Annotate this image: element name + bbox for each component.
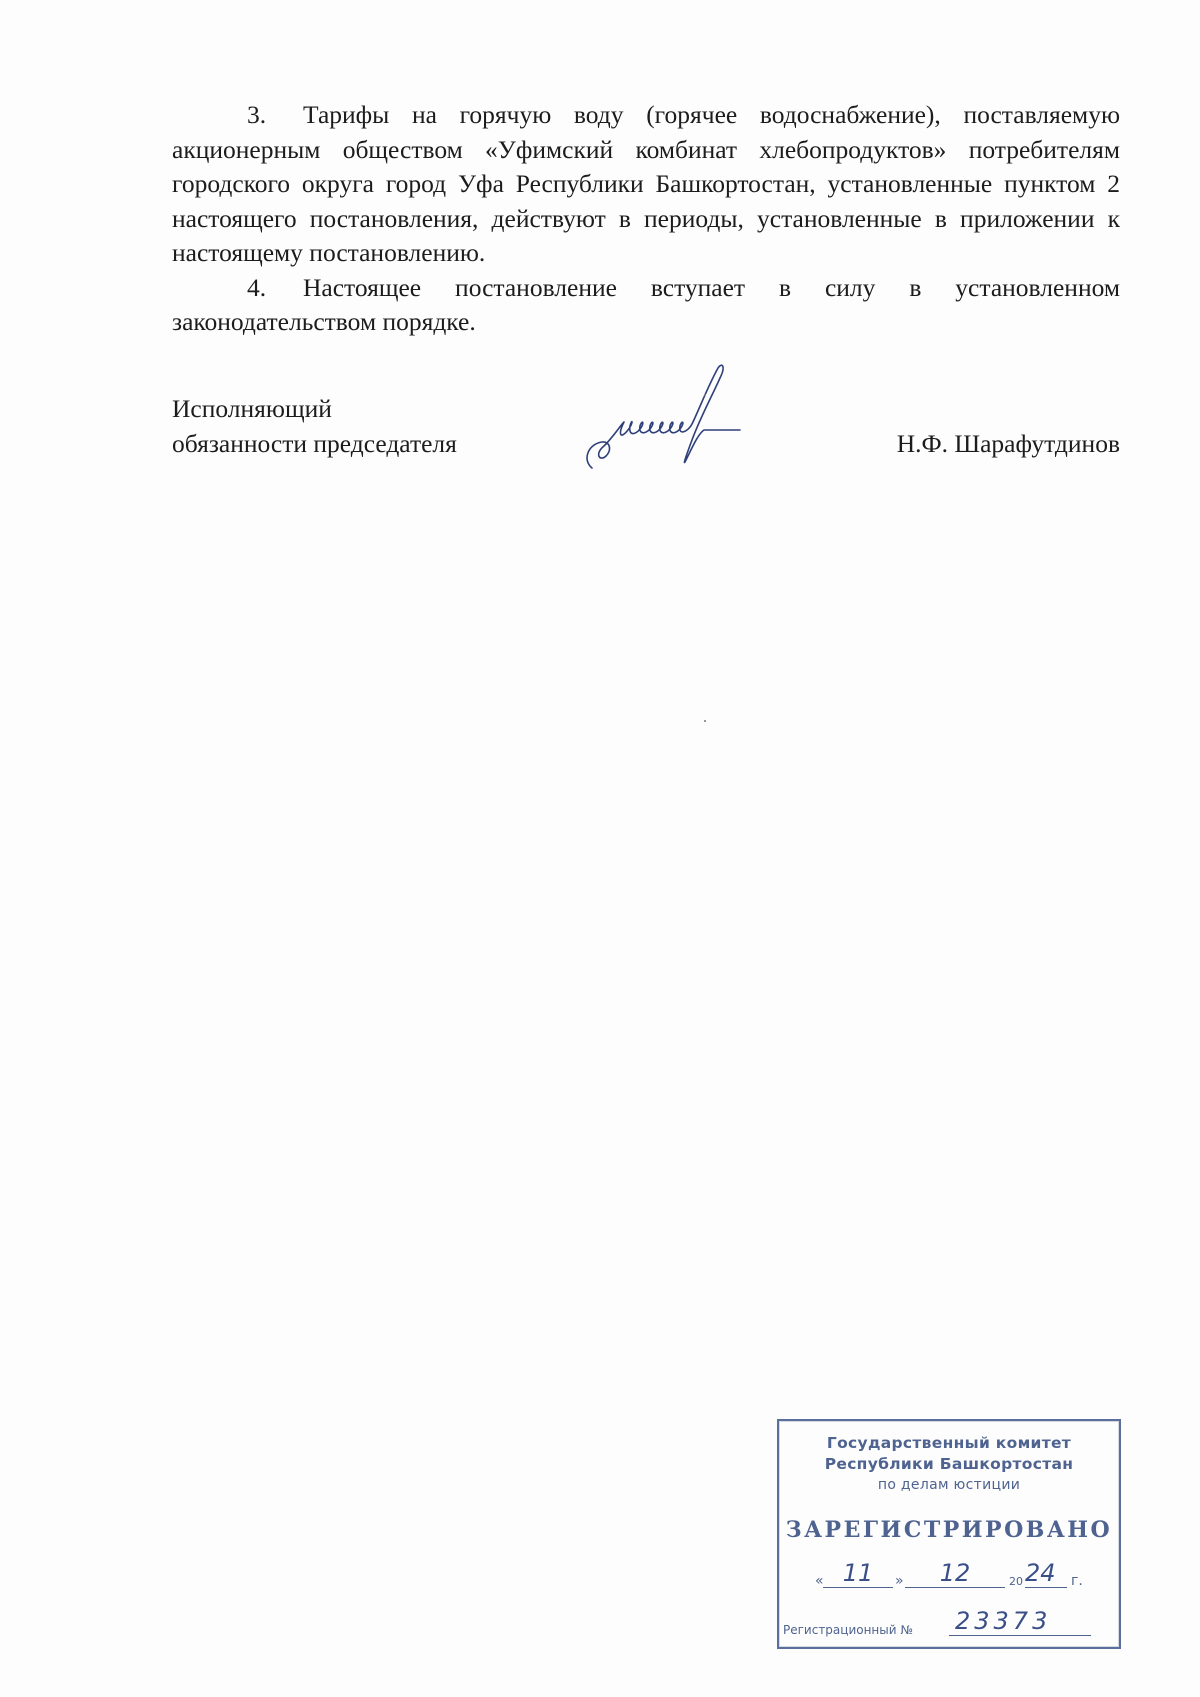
stamp-month: 12	[905, 1559, 1005, 1588]
registration-stamp	[777, 1419, 1121, 1649]
scan-speck	[704, 720, 706, 722]
paragraph-number: 3.	[247, 100, 267, 129]
signatory-name: Н.Ф. Шарафутдинов	[896, 428, 1120, 458]
stamp-day: 11	[823, 1559, 893, 1588]
stamp-year: 24	[1025, 1559, 1067, 1588]
stamp-reg-label: Регистрационный №	[783, 1623, 913, 1637]
document-body	[172, 98, 1120, 340]
stamp-reg-number: 23373	[949, 1607, 1091, 1636]
stamp-registration	[783, 1607, 1111, 1639]
stamp-org-line1: Государственный комитет	[826, 1434, 1072, 1452]
stamp-org-line3: по делам юстиции	[877, 1477, 1021, 1493]
signature-block	[172, 392, 1120, 492]
stamp-quote-close: »	[895, 1573, 904, 1589]
paragraph-text: Настоящее постановление вступает в силу в установленном законодательством порядке.	[172, 272, 1120, 336]
signatory-title-line1: Исполняющий	[172, 394, 332, 423]
paragraph-4	[172, 271, 1120, 340]
signatory-title-line2: обязанности председателя	[172, 428, 457, 458]
signatory-title	[172, 392, 457, 461]
stamp-quote-open: «	[815, 1573, 824, 1589]
paragraph-number: 4.	[247, 272, 267, 302]
handwritten-signature-icon	[580, 356, 750, 486]
stamp-date	[809, 1561, 1101, 1595]
stamp-org-line2: Республики Башкортостан	[824, 1455, 1074, 1473]
paragraph-text: Тарифы на горячую воду (горячее водоснабжение), поставляемую акционерным обществом «Уфимский комбинат хлебопродуктов» потребителям городского округа город Уфа Республики Башкортостан, установленные пунктом 2 настоящего постановления, действуют в периоды, установленные в приложении к настоящему постановлению.	[172, 100, 1120, 267]
stamp-year-prefix: 20	[1009, 1575, 1023, 1588]
stamp-year-suffix: г.	[1071, 1573, 1083, 1589]
scan-speck	[704, 394, 706, 396]
paragraph-3	[172, 98, 1120, 271]
stamp-organization	[779, 1433, 1119, 1496]
stamp-registered-title: ЗАРЕГИСТРИРОВАНО	[785, 1517, 1113, 1543]
